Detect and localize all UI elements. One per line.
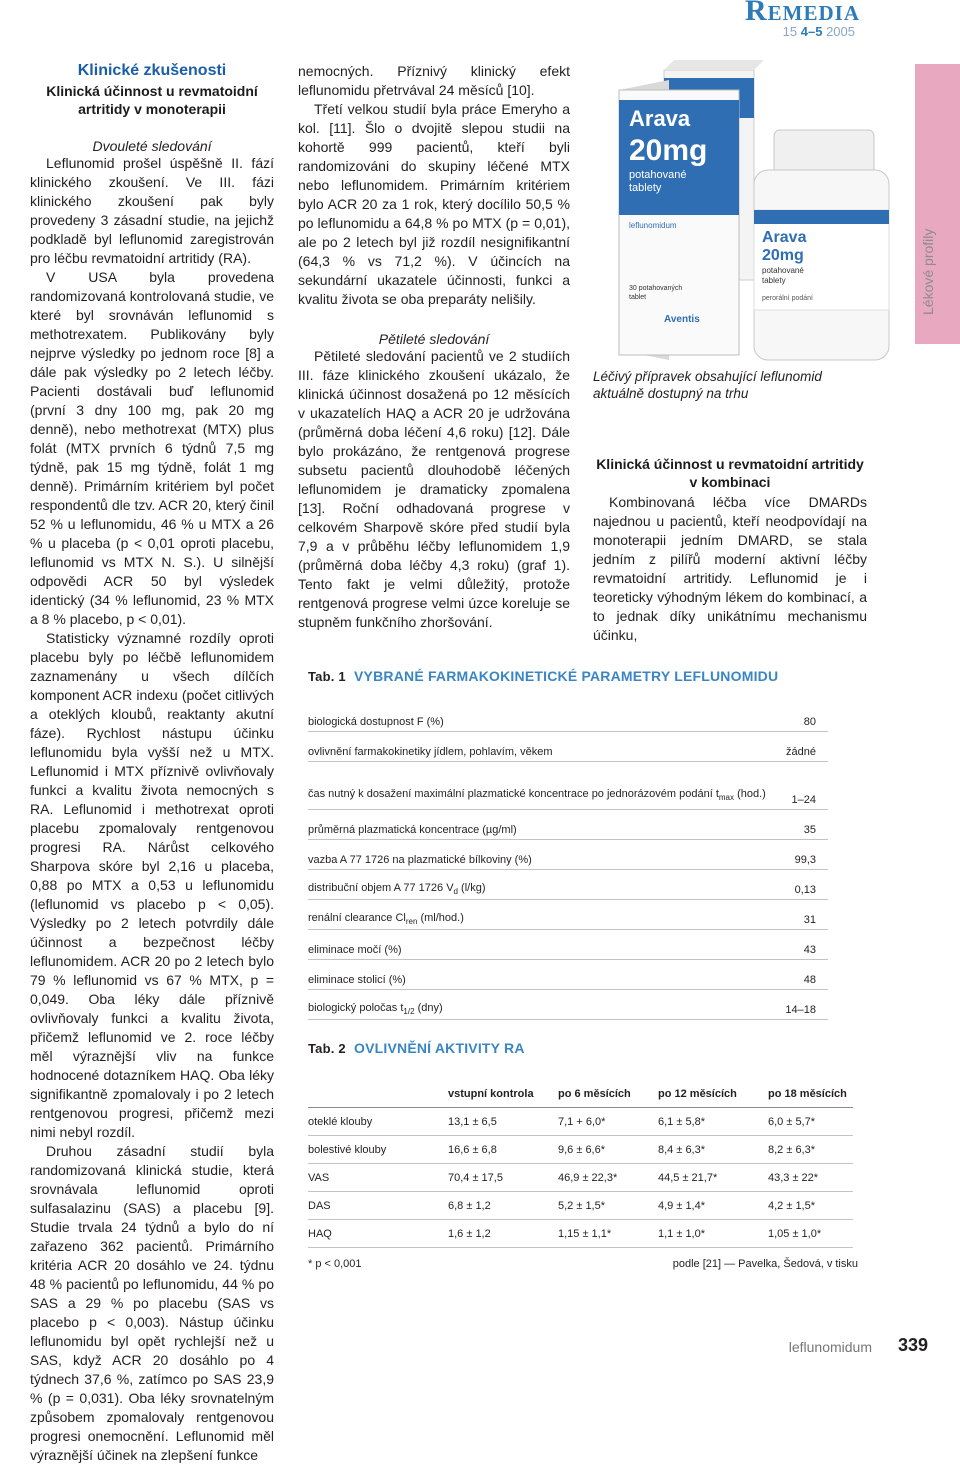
table-row	[308, 1192, 853, 1220]
row-label: oteklé klouby	[308, 1108, 448, 1136]
issue-number	[783, 24, 855, 39]
paragraph: Třetí velkou studií byla práce Emeryho a kol. [11]. Šlo o dvojitě slepou studii na kohortě 999 pacientů, kteří byli randomizováni do skupiny léčené MTX nebo leflunomidem. Primárním kritériem bylo ACR 20 za 1 rok, který docílilo 50,5 % po leflunomidu a 64,8 % po MTX (p = 0,01), ale po 2 letech byl již rozdíl nesignifikantní (64,3 % vs 71,2 %). V účincích na sekundární ukazatele účinnosti, funkci a kvalitu života se oba preparáty nelišily.	[298, 101, 570, 307]
table-row	[308, 930, 828, 960]
value-cell: 7,1 + 6,0*	[558, 1108, 658, 1136]
value-cell: 6,0 ± 5,7*	[768, 1108, 853, 1136]
footer-running-title: leflunomidum	[788, 1339, 872, 1355]
column-header	[308, 1080, 448, 1108]
table-row	[308, 900, 828, 930]
param-cell	[308, 900, 784, 930]
param-cell	[308, 990, 784, 1020]
paragraph: Druhou zásadní studií byla randomizovaná klinická studie, která srovnávala leflunomid oproti sulfasalazinu (SAS) a placebu [9]. Studie trvala 24 týdnů a bylo do ní zařazeno 362 pacientů. Primárního kritéria ACR 20 dosáhlo ve 24. týdnu 48 % pacientů po leflunomidu, 44 % po SAS a 29 % po placebu (SAS vs placebo p < 0,003). Nástup účinku leflunomidu byl opět rychlejší než u SAS, když ACR 20 dosáhlo po 4 týdnech 37,6 %, zatímco po SAS 23,9 % (p = 0,031). Oba léky srovnatelným způsobem zpomalovaly rentgenovou progresi onemocnění. Leflunomid měl výraznější účinek na zlepšení funkce	[30, 1143, 274, 1463]
row-label: DAS	[308, 1192, 448, 1220]
value-cell: 80	[784, 702, 828, 732]
value-cell: 70,4 ± 17,5	[448, 1164, 558, 1192]
issue-year: 2005	[822, 24, 855, 39]
value-cell: 1,15 ± 1,1*	[558, 1220, 658, 1248]
table-2-label: Tab. 2	[308, 1041, 346, 1056]
box-form-1: potahované	[629, 169, 687, 181]
param-cell	[308, 702, 784, 732]
table-row	[308, 732, 828, 762]
value-cell: 43	[784, 930, 828, 960]
param-cell	[308, 732, 784, 762]
bottle-route: perorální podání	[762, 295, 813, 302]
value-cell: 1–24	[784, 762, 828, 810]
section-tab-text: Lékové profily	[920, 228, 936, 315]
table-row	[308, 960, 828, 990]
section-title: Klinické zkušenosti	[77, 62, 227, 79]
column-header: vstupní kontrola	[448, 1080, 558, 1108]
middle-body	[298, 62, 570, 309]
param-unit: (hod.)	[734, 787, 766, 800]
photo-caption: Léčivý přípravek obsahující leflunomid aktuálně dostupný na trhu	[593, 369, 822, 401]
right-body	[593, 493, 867, 645]
table-1-grid	[308, 702, 828, 1020]
table-row	[308, 840, 828, 870]
param-subscript: 1/2	[403, 1007, 415, 1016]
paragraph: Kombinovaná léčba více DMARDs najednou u pacientů, kteří neodpovídají na monoterapii jedním DMARD, se stala jedním z pilířů moderní aktivní léčby revmatoidní artritidy. Leflunomid je i teoreticky výhodným lékem do kombinací, a to jednak díky unikátnímu mechanismu účinku,	[593, 494, 867, 643]
middle-column	[298, 62, 570, 632]
issue-volume: 15	[782, 24, 801, 39]
table-2-header	[308, 1040, 868, 1056]
box-dose: 20mg	[629, 134, 708, 167]
param-cell	[308, 762, 784, 810]
value-cell: 16,6 ± 6,8	[448, 1136, 558, 1164]
header-row	[308, 1080, 853, 1108]
table-1-label: Tab. 1	[308, 669, 346, 684]
value-cell: 1,1 ± 1,0*	[658, 1220, 768, 1248]
bottle-brand: Arava	[762, 229, 807, 246]
box-brand: Arava	[629, 106, 691, 131]
param-label: čas nutný k dosažení maximální plazmatické koncentrace po jednorázovém podání t	[308, 787, 719, 800]
subtitle-combination: Klinická účinnost u revmatoidní artritidy v kombinaci	[596, 456, 864, 490]
table-row	[308, 1108, 853, 1136]
param-label: renální clearance Cl	[308, 911, 406, 924]
row-label: bolestivé klouby	[308, 1136, 448, 1164]
param-cell	[308, 840, 784, 870]
value-cell: 99,3	[784, 840, 828, 870]
table-2-notes	[308, 1258, 868, 1278]
param-label: biologický poločas t	[308, 1001, 404, 1014]
param-label: biologická dostupnost F (%)	[308, 716, 444, 728]
journal-logo: Remedia	[744, 0, 860, 27]
column-header: po 12 měsících	[658, 1080, 768, 1108]
table-row	[308, 1220, 853, 1248]
bottle-form-1: potahované	[762, 266, 804, 275]
table-row	[308, 870, 828, 900]
table-row	[308, 762, 828, 810]
value-cell: 1,6 ± 1,2	[448, 1220, 558, 1248]
box-count-1: 30 potahovaných	[629, 285, 683, 292]
subtitle-monotherapy: Klinická účinnost u revmatoidní artritidy v monoterapii	[46, 83, 258, 117]
value-cell: 6,8 ± 1,2	[448, 1192, 558, 1220]
param-label: vazba A 77 1726 na plazmatické bílkoviny (%)	[308, 854, 532, 866]
param-cell	[308, 870, 784, 900]
bottle-dose: 20mg	[762, 247, 804, 264]
param-unit: (ml/hod.)	[417, 911, 464, 924]
value-cell: žádné	[784, 732, 828, 762]
middle-body-2	[298, 347, 570, 632]
row-label: VAS	[308, 1164, 448, 1192]
value-cell: 9,6 ± 6,6*	[558, 1136, 658, 1164]
value-cell: 8,4 ± 6,3*	[658, 1136, 768, 1164]
value-cell: 43,3 ± 22*	[768, 1164, 853, 1192]
column-header: po 18 měsících	[768, 1080, 853, 1108]
value-cell: 44,5 ± 21,7*	[658, 1164, 768, 1192]
page-number: 339	[897, 1335, 928, 1355]
value-cell: 4,9 ± 1,4*	[658, 1192, 768, 1220]
column-header: po 6 měsících	[558, 1080, 658, 1108]
value-cell: 4,2 ± 1,5*	[768, 1192, 853, 1220]
value-cell: 0,13	[784, 870, 828, 900]
value-cell: 31	[784, 900, 828, 930]
table-row	[308, 702, 828, 732]
value-cell: 13,1 ± 6,5	[448, 1108, 558, 1136]
right-column	[593, 455, 867, 645]
box-count-2: tablet	[629, 294, 647, 301]
value-cell: 1,05 ± 1,0*	[768, 1220, 853, 1248]
table-2-grid	[308, 1080, 853, 1248]
paragraph: Pětileté sledování pacientů ve 2 studiích III. fáze klinického zkoušení ukázalo, že klinická účinnost dosažená po 12 měsících v ukazatelích HAQ a ACR 20 je udržována (průměrná doba léčení 4,6 roku) [12]. Dále bylo prokázáno, že rentgenová progrese subsetu pacientů dlouhodobě léčených leflunomidem je dramaticky zpomalena [13]. Roční odhadovaná progrese v celkovém Sharpově skóre před studií byla 7,9 a v průběhu léčby leflunomidem 1,9 (průměrná doba léčby 4,3 roku) (graf 1). Tento fakt je velmi důležitý, protože rentgenová progrese velmi úzce koreluje se stupněm funkčního zhoršování.	[298, 348, 570, 630]
value-cell: 35	[784, 810, 828, 840]
table-2-title: OVLIVNĚNÍ AKTIVITY RA	[354, 1040, 525, 1056]
value-cell: 46,9 ± 22,3*	[558, 1164, 658, 1192]
param-cell	[308, 960, 784, 990]
param-subscript: ren	[405, 917, 418, 926]
table-2	[308, 1040, 868, 1278]
table-2-footnote: * p < 0,001	[308, 1258, 362, 1270]
left-body	[30, 154, 274, 1465]
param-label: eliminace stolicí (%)	[308, 974, 406, 986]
table-row	[308, 1164, 853, 1192]
box-maker: Aventis	[664, 314, 700, 325]
product-photo	[594, 60, 892, 365]
section-tab-label	[912, 195, 942, 315]
value-cell: 48	[784, 960, 828, 990]
paragraph: Leflunomid prošel úspěšně II. fází klinického zkoušení. Ve III. fázi klinického zkoušení pak byly provedeny 3 zásadní studie, na jejichž podkladě byl leflunomid zaregistrován pro léčbu revmatoidní artritidy (RA).	[30, 155, 274, 266]
issue-range: 4–5	[800, 24, 823, 39]
param-cell	[308, 810, 784, 840]
heading-two-year: Dvouleté sledování	[92, 138, 212, 154]
param-subscript: d	[453, 887, 458, 896]
param-label: distribuční objem A 77 1726 V	[308, 881, 454, 894]
table-2-source: podle [21] — Pavelka, Šedová, v tisku	[672, 1258, 858, 1270]
left-column	[30, 62, 274, 1465]
row-label: HAQ	[308, 1220, 448, 1248]
value-cell: 8,2 ± 6,3*	[768, 1136, 853, 1164]
paragraph: nemocných. Příznivý klinický efekt leflunomidu přetrvával 24 měsíců [10].	[298, 63, 570, 98]
table-row	[308, 1136, 853, 1164]
bottle-form-2: tablety	[762, 276, 786, 285]
heading-five-year: Pětileté sledování	[378, 331, 490, 347]
value-cell: 5,2 ± 1,5*	[558, 1192, 658, 1220]
table-1-title: VYBRANÉ FARMAKOKINETICKÉ PARAMETRY LEFLUNOMIDU	[354, 668, 779, 684]
paragraph: V USA byla provedena randomizovaná kontrolovaná studie, ve které byl srovnáván leflunomid s methotrexatem. Publikovány byly nejprve výsledky po jednom roce [8] a dále pak výsledky po 2 letech léčby. Pacienti dostávali buď leflunomid (první 3 dny 100 mg, pak 20 mg denně), nebo methotrexat (MTX) plus folát (MTX prvních 6 týdnů 7,5 mg týdně, pak 15 mg týdně, folát 1 mg denně). Primárním kritériem byl počet respondentů dle tzv. ACR 20, který činil 52 % u leflunomidu, 46 % u MTX a 26 % u placeba (p < 0,01 oproti placebu, leflunomid vs MTX N. S.). U silnější odpovědi ACR 50 byl výsledek identický (34 % leflunomid, 23 % MTX a 8 % placebo, p < 0,01).	[30, 269, 274, 627]
box-form-2: tablety	[629, 182, 662, 194]
param-cell	[308, 930, 784, 960]
value-cell: 6,1 ± 5,8*	[658, 1108, 768, 1136]
table-1-header	[308, 668, 868, 684]
param-label: eliminace močí (%)	[308, 944, 402, 956]
param-label: ovlivnění farmakokinetiky jídlem, pohlavím, věkem	[308, 746, 553, 758]
param-subscript: max	[718, 793, 735, 802]
param-label: průměrná plazmatická koncentrace (µg/ml)	[308, 824, 517, 836]
param-unit: (dny)	[414, 1001, 443, 1014]
box-ingredient: leflunomidum	[629, 221, 677, 230]
value-cell: 14–18	[784, 990, 828, 1020]
table-1	[308, 668, 868, 1020]
table-row	[308, 990, 828, 1020]
paragraph: Statisticky významné rozdíly oproti placebu byly po léčbě leflunomidem zaznamenány u všech dílčích komponent ACR indexu (počet citlivých a oteklých kloubů, reaktanty akutní fáze). Rychlost nástupu účinku leflunomidu byla vyšší než u MTX. Leflunomid i MTX příznivě ovlivňovaly funkci a kvalitu života nemocných s RA. Leflunomid i methotrexat oproti placebu zpomalovaly rentgenovou progresi RA. Nárůst celkového Sharpova skóre byl 2,16 u placeba, 0,88 po MTX a 0,53 u leflunomidu (leflunomid vs placebo p < 0,05). Výsledky po 2 letech potvrdily dále účinnost a bezpečnost léčby leflunomidem. ACR 20 po 2 letech bylo 79 % leflunomid vs 67 % MTX, p = 0,049. Oba léky dále příznivě ovlivňovaly funkci a kvalitu života, přičemž leflunomid ve 2. roce léčby měl výraznější vliv na funkce hodnocené dotazníkem HAQ. Oba léky signifikantně zpomalovaly i po 2 letech rentgenovou progresi, přičemž mezi nimi nebyl rozdíl.	[30, 630, 274, 1140]
table-row	[308, 810, 828, 840]
param-unit: (l/kg)	[458, 881, 486, 894]
